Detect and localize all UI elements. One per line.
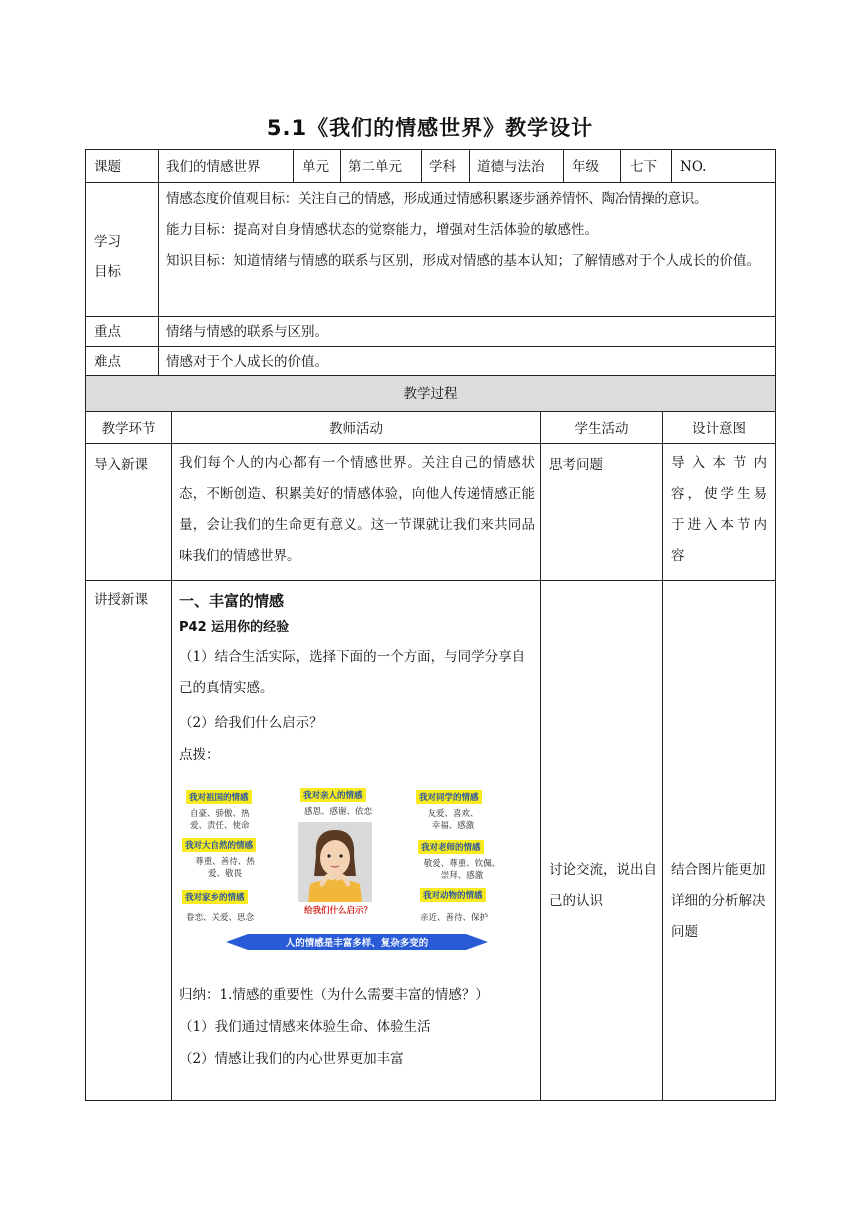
- figure-tag-text: 自豪、骄傲、热爱、责任、使命: [190, 809, 250, 831]
- number-label: NO.: [680, 159, 707, 175]
- subject-label: 学科: [429, 159, 456, 175]
- grade-value: 七下: [630, 159, 657, 175]
- goals-label: 学习 目标: [94, 234, 121, 280]
- girl-illustration: [298, 822, 372, 902]
- lesson-student: 讨论交流，说出自己的认识: [549, 862, 657, 909]
- figure-tag: 我对家乡的情感: [182, 890, 248, 904]
- figure-tag: 我对老师的情感: [418, 840, 484, 854]
- page-title: 5.1《我们的情感世界》教学设计: [266, 116, 594, 140]
- figure-tag-text: 眷恋、关爱、思念: [186, 913, 255, 923]
- goal-item: 能力目标：提高对自身情感状态的觉察能力，增强对生活体验的敏感性。: [166, 222, 598, 238]
- intro-stage: 导入新课: [94, 457, 148, 473]
- lesson-summary-point-1: （1）我们通过情感来体验生命、体验生活: [179, 1019, 431, 1035]
- lesson-question-1: （1）结合生活实际，选择下面的一个方面，与同学分享自己的真情实感。: [179, 649, 526, 696]
- topic-label: 课题: [94, 159, 121, 175]
- figure-tag-text: 友爱、喜欢、幸福、感激: [427, 809, 479, 831]
- figure-tag: 我对动物的情感: [420, 888, 486, 902]
- figure-banner-text: 人的情感是丰富多样、复杂多变的: [285, 938, 429, 949]
- figure-caption: 给我们什么启示？: [304, 906, 373, 916]
- lesson-hint: 点拨：: [179, 747, 220, 763]
- unit-label: 单元: [302, 159, 329, 175]
- lesson-question-2: （2）给我们什么启示？: [179, 715, 323, 731]
- goal-item: 知识目标：知道情绪与情感的联系与区别，形成对情感的基本认知；了解情感对于个人成长的价值。: [166, 253, 760, 269]
- col-header-teacher: 教师活动: [329, 421, 383, 437]
- col-header-stage: 教学环节: [101, 421, 156, 437]
- key-point-label: 重点: [94, 324, 121, 340]
- lesson-stage: 讲授新课: [94, 592, 148, 608]
- lesson-heading: 一、丰富的情感: [179, 592, 285, 610]
- lesson-intent: 结合图片能更加详细的分析解决问题: [671, 862, 766, 940]
- intro-intent: 导入本节内容，使学生易于进入本节内容: [671, 455, 769, 564]
- grade-label: 年级: [572, 159, 599, 175]
- goals-list: [166, 184, 770, 277]
- lesson-subheading: P42 运用你的经验: [179, 620, 290, 635]
- goal-item: 情感态度价值观目标：关注自己的情感，形成通过情感积累逐步涵养情怀、陶冶情操的意识。: [166, 191, 708, 207]
- figure-tag-text: 敬爱、尊重、钦佩、崇拜、感激: [423, 859, 501, 881]
- col-header-student: 学生活动: [574, 421, 629, 437]
- lesson-summary: 归纳：1.情感的重要性（为什么需要丰富的情感？）: [179, 987, 489, 1003]
- figure-tag: 我对祖国的情感: [186, 790, 252, 804]
- topic-value: 我们的情感世界: [166, 159, 261, 175]
- process-header: 教学过程: [403, 386, 458, 402]
- figure-tag: 我对同学的情感: [416, 790, 482, 804]
- figure-tag: 我对大自然的情感: [182, 838, 256, 852]
- col-header-intent: 设计意图: [692, 421, 746, 437]
- intro-student: 思考问题: [549, 457, 603, 473]
- lesson-summary-point-2: （2）情感让我们的内心世界更加丰富: [179, 1051, 404, 1067]
- emotions-figure: [180, 778, 500, 954]
- unit-value: 第二单元: [348, 159, 402, 175]
- difficult-point-value: 情感对于个人成长的价值。: [166, 354, 328, 370]
- key-point-value: 情绪与情感的联系与区别。: [166, 324, 328, 340]
- subject-value: 道德与法治: [477, 159, 545, 175]
- figure-tag: 我对亲人的情感: [300, 788, 366, 802]
- figure-tag-text: 感恩、感谢、依恋: [304, 807, 373, 817]
- difficult-point-label: 难点: [94, 354, 121, 370]
- figure-tag-text: 亲近、善待、保护: [420, 913, 489, 923]
- figure-tag-text: 尊重、善待、热爱、敬畏: [195, 857, 255, 879]
- intro-teacher: 我们每个人的内心都有一个情感世界。关注自己的情感状态，不断创造、积累美好的情感体验，向他人传递情感正能量，会让我们的生命更有意义。这一节课就让我们来共同品味我们的情感世界。: [179, 455, 535, 564]
